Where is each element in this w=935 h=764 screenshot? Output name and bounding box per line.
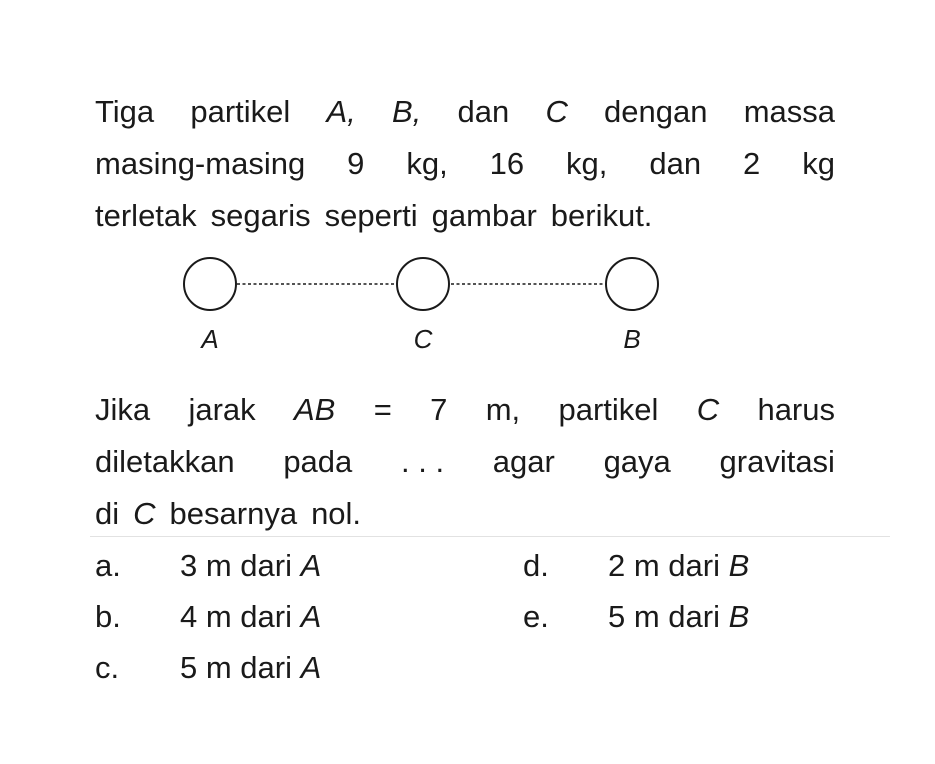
option-text bbox=[180, 648, 321, 688]
stem-line-2 bbox=[95, 138, 835, 190]
word: harus bbox=[757, 392, 835, 427]
option-text-body: 4 m dari bbox=[180, 599, 301, 634]
label-a: A bbox=[201, 324, 219, 354]
option-key: a. bbox=[95, 548, 121, 583]
blank-ellipsis: . . . bbox=[401, 444, 445, 479]
option-var: A bbox=[300, 599, 322, 634]
prompt-line-3 bbox=[95, 488, 835, 540]
mass-value: 16 bbox=[489, 146, 525, 181]
option-var: B bbox=[728, 548, 750, 583]
mass-unit: kg bbox=[802, 146, 835, 181]
word: seperti bbox=[324, 198, 418, 233]
option-e[interactable] bbox=[523, 597, 749, 637]
prompt-line-2 bbox=[95, 436, 835, 488]
particle-b bbox=[606, 258, 658, 310]
distance-unit: m, bbox=[485, 392, 521, 427]
word: segaris bbox=[210, 198, 311, 233]
option-key: e. bbox=[523, 599, 549, 634]
word: gaya bbox=[603, 444, 671, 479]
particle-diagram-svg bbox=[170, 250, 670, 360]
word: dan bbox=[649, 146, 702, 181]
option-a[interactable] bbox=[95, 546, 321, 586]
distance-value: 7 bbox=[430, 392, 448, 427]
option-text-body: 5 m dari bbox=[608, 599, 729, 634]
word: gambar bbox=[431, 198, 537, 233]
stem-line-1 bbox=[95, 86, 835, 138]
word: gravitasi bbox=[719, 444, 835, 479]
word: Tiga bbox=[95, 94, 155, 129]
option-d[interactable] bbox=[523, 546, 749, 586]
word: partikel bbox=[190, 94, 291, 129]
option-text bbox=[180, 546, 321, 586]
word: dengan bbox=[604, 94, 708, 129]
option-var: A bbox=[300, 548, 322, 583]
var-a: A, bbox=[326, 94, 356, 129]
particle-diagram bbox=[170, 250, 670, 360]
word: agar bbox=[492, 444, 555, 479]
divider bbox=[90, 536, 890, 537]
mass-unit: kg, bbox=[406, 146, 448, 181]
word: besarnya bbox=[169, 496, 298, 531]
var-ab: AB bbox=[294, 392, 336, 427]
word: masing-masing bbox=[95, 146, 306, 181]
question-prompt bbox=[95, 384, 835, 540]
option-text-body: 3 m dari bbox=[180, 548, 301, 583]
option-key: c. bbox=[95, 650, 120, 685]
var-b: B, bbox=[392, 94, 422, 129]
option-key: b. bbox=[95, 599, 121, 634]
word: berikut. bbox=[550, 198, 653, 233]
option-text bbox=[608, 546, 749, 586]
particle-c bbox=[397, 258, 449, 310]
word: diletakkan bbox=[95, 444, 235, 479]
word: terletak bbox=[95, 198, 197, 233]
option-var: A bbox=[300, 650, 322, 685]
word: massa bbox=[743, 94, 835, 129]
word: partikel bbox=[558, 392, 659, 427]
option-b[interactable] bbox=[95, 597, 321, 637]
word: nol. bbox=[311, 496, 362, 531]
label-c: C bbox=[413, 324, 433, 354]
var-c: C bbox=[545, 94, 568, 129]
mass-value: 2 bbox=[743, 146, 761, 181]
mass-unit: kg, bbox=[566, 146, 608, 181]
stem-line-3 bbox=[95, 190, 835, 242]
var-c: C bbox=[133, 496, 156, 531]
particle-a bbox=[184, 258, 236, 310]
word: di bbox=[95, 496, 120, 531]
mass-value: 9 bbox=[347, 146, 365, 181]
word: dan bbox=[457, 94, 510, 129]
word: Jika bbox=[95, 392, 151, 427]
option-var: B bbox=[728, 599, 750, 634]
option-text bbox=[608, 597, 749, 637]
word: pada bbox=[283, 444, 353, 479]
option-key: d. bbox=[523, 548, 549, 583]
option-c[interactable] bbox=[95, 648, 321, 688]
var-c: C bbox=[696, 392, 720, 427]
equals-sign: = bbox=[373, 392, 392, 427]
prompt-line-1 bbox=[95, 384, 835, 436]
label-b: B bbox=[623, 324, 641, 354]
option-text-body: 2 m dari bbox=[608, 548, 729, 583]
option-text-body: 5 m dari bbox=[180, 650, 301, 685]
word: jarak bbox=[188, 392, 256, 427]
option-text bbox=[180, 597, 321, 637]
question-stem bbox=[95, 86, 835, 242]
